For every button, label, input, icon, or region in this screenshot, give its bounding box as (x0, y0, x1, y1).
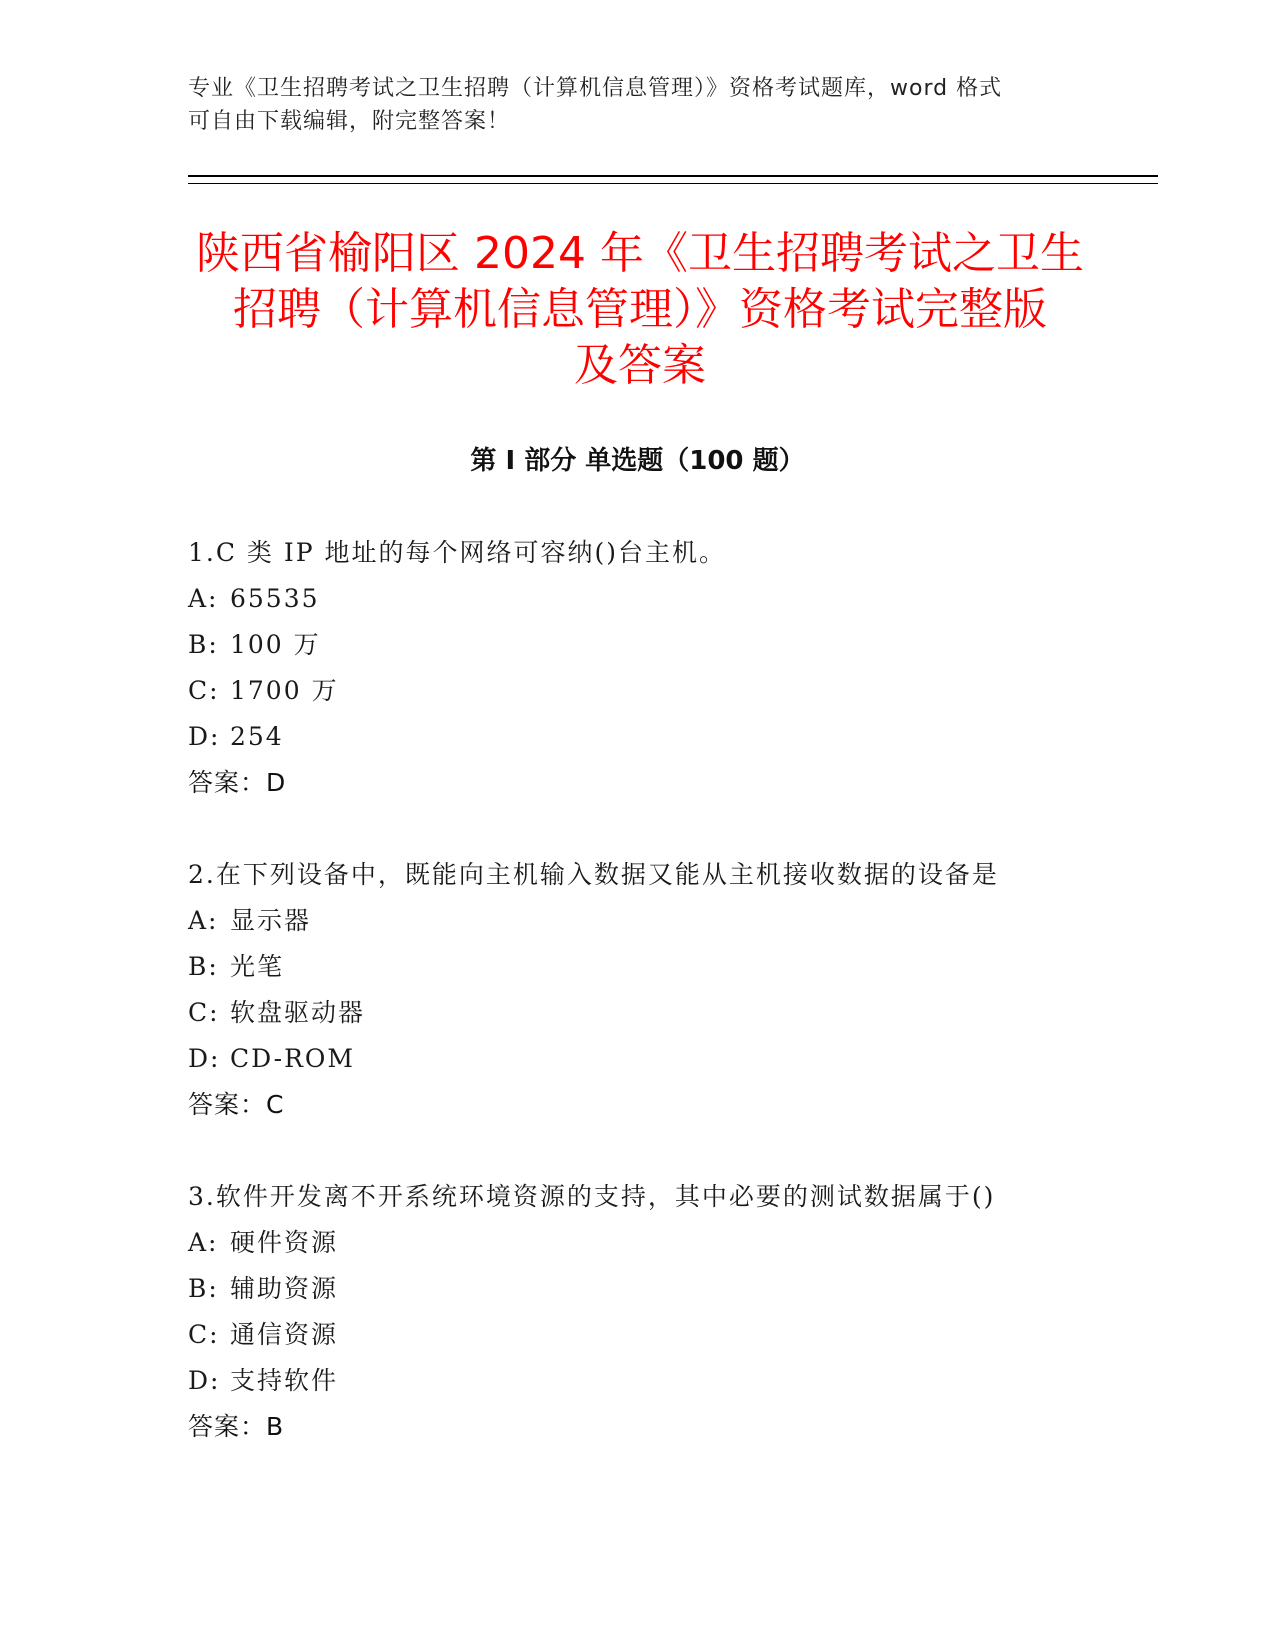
option-a (188, 1220, 1148, 1266)
answer: 答案：C (188, 1090, 285, 1119)
option-text: 1700 万 (230, 676, 339, 705)
question-list (188, 530, 1148, 1496)
option-text: 支持软件 (230, 1366, 339, 1395)
section-title: 第 I 部分 单选题（100 题） (470, 446, 805, 476)
option-text: 硬件资源 (230, 1228, 339, 1257)
option-key: C: (188, 676, 220, 705)
answer: 答案：B (188, 1412, 285, 1441)
option-text: 254 (230, 722, 284, 751)
option-a (188, 576, 1148, 622)
option-key: D: (188, 1044, 221, 1073)
document-title-line-2: 招聘（计算机信息管理）》资格考试完整版 (233, 284, 1047, 335)
option-key: C: (188, 998, 220, 1027)
question-stem: 3.软件开发离不开系统环境资源的支持，其中必要的测试数据属于() (188, 1182, 996, 1211)
option-c (188, 668, 1148, 714)
option-b (188, 1266, 1148, 1312)
option-text: CD-ROM (230, 1044, 356, 1073)
question-3 (188, 1174, 1148, 1450)
option-text: 显示器 (230, 906, 312, 935)
option-key: B: (188, 952, 219, 981)
option-text: 65535 (230, 584, 320, 613)
option-a (188, 898, 1148, 944)
document-title-line-1: 陕西省榆阳区 2024 年《卫生招聘考试之卫生 (196, 228, 1084, 279)
question-1 (188, 530, 1148, 806)
option-c (188, 1312, 1148, 1358)
option-d (188, 1036, 1148, 1082)
document-title (160, 226, 1120, 394)
option-d (188, 1358, 1148, 1404)
document-title-line-3: 及答案 (574, 340, 706, 391)
answer: 答案：D (188, 768, 287, 797)
option-key: B: (188, 630, 219, 659)
option-key: A: (188, 584, 219, 613)
option-text: 软盘驱动器 (230, 998, 366, 1027)
option-key: B: (188, 1274, 219, 1303)
option-key: A: (188, 906, 219, 935)
option-text: 光笔 (230, 952, 285, 981)
question-stem: 1.C 类 IP 地址的每个网络可容纳()台主机。 (188, 538, 727, 567)
header-divider-thin (188, 183, 1158, 184)
header-note-line-1: 专业《卫生招聘考试之卫生招聘（计算机信息管理）》资格考试题库，word 格式 (188, 76, 1003, 101)
option-text: 辅助资源 (230, 1274, 339, 1303)
option-key: A: (188, 1228, 219, 1257)
option-text: 100 万 (230, 630, 321, 659)
question-2 (188, 852, 1148, 1128)
option-b (188, 622, 1148, 668)
question-stem: 2.在下列设备中，既能向主机输入数据又能从主机接收数据的设备是 (188, 860, 999, 889)
option-c (188, 990, 1148, 1036)
option-d (188, 714, 1148, 760)
document-header-note (188, 72, 1068, 138)
option-key: D: (188, 1366, 221, 1395)
option-text: 通信资源 (230, 1320, 339, 1349)
option-key: C: (188, 1320, 220, 1349)
option-key: D: (188, 722, 221, 751)
header-divider-thick (188, 175, 1158, 177)
option-b (188, 944, 1148, 990)
header-note-line-2: 可自由下载编辑，附完整答案！ (188, 109, 511, 134)
